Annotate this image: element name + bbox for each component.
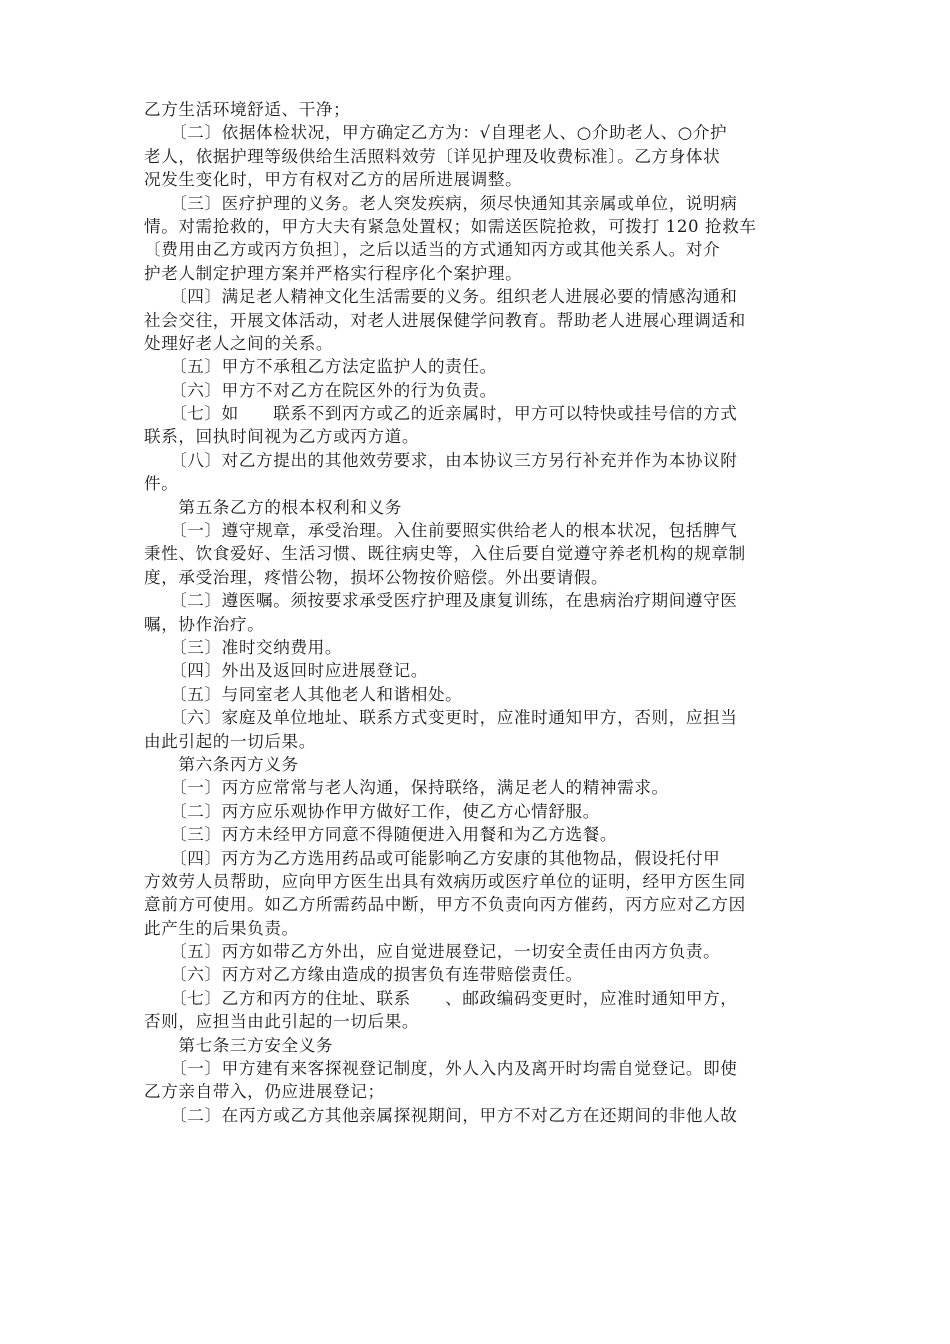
text-line: 〔二〕依据体检状况，甲方确定乙方为：√自理老人、○介助老人、○介护 [144, 123, 728, 143]
section-heading: 第六条丙方义务 [144, 754, 299, 774]
text-line: 处理好老人之间的关系。 [144, 333, 334, 353]
text-line: 〔四〕外出及返回时应进展登记。 [144, 661, 428, 681]
text-line: 〔一〕遵守规章，承受治理。入住前要照实供给老人的根本状况，包括脾气 [144, 521, 738, 541]
text-line: 联系，回执时间视为乙方或丙方道。 [144, 427, 420, 447]
text-line: 情。对需抢救的，甲方大夫有紧急处置权；如需送医院抢救，可拨打 120 抢救车 [144, 216, 757, 236]
text-line: 〔二〕丙方应乐观协作甲方做好工作，使乙方心情舒服。 [144, 801, 600, 821]
text-line: 嘱，协作治疗。 [144, 614, 265, 634]
text-line: 社会交往，开展文体活动，对老人进展保健学问教育。帮助老人进展心理调适和 [144, 310, 746, 330]
document-body [144, 98, 816, 1127]
text-line: 老人，依据护理等级供给生活照料效劳〔详见护理及收费标准〕。乙方身体状 [144, 146, 721, 166]
text-line: 〔七〕如 联系不到丙方或乙的近亲属时，甲方可以特快或挂号信的方式 [144, 404, 738, 424]
text-line: 〔六〕甲方不对乙方在院区外的行为负责。 [144, 380, 497, 400]
text-line: 〔费用由乙方或丙方负担〕，之后以适当的方式通知丙方或其他关系人。对介 [144, 240, 721, 260]
text-line: 秉性、饮食爱好、生活习惯、既往病史等，入住后要自觉遵守养老机构的规章制 [144, 544, 746, 564]
section-heading: 第五条乙方的根本权利和义务 [144, 497, 402, 517]
section-heading: 第七条三方安全义务 [144, 1035, 334, 1055]
text-line: 〔五〕丙方如带乙方外出，应自觉进展登记，一切安全责任由丙方负责。 [144, 942, 721, 962]
text-line: 〔三〕准时交纳费用。 [144, 637, 343, 657]
text-line: 护老人制定护理方案并严格实行程序化个案护理。 [144, 263, 523, 283]
text-line: 〔五〕与同室老人其他老人和谐相处。 [144, 684, 463, 704]
text-line: 乙方生活环境舒适、干净； [144, 100, 351, 119]
text-line: 度，承受治理，疼惜公物，损坏公物按价赔偿。外出要请假。 [144, 567, 609, 587]
text-line: 〔二〕在丙方或乙方其他亲属探视期间，甲方不对乙方在还期间的非他人故 [144, 1105, 738, 1125]
text-line: 此产生的后果负责。 [144, 918, 299, 938]
text-line: 〔一〕丙方应常常与老人沟通，保持联络，满足老人的精神需求。 [144, 778, 669, 798]
text-line: 否则，应担当由此引起的一切后果。 [144, 1012, 420, 1032]
text-line: 〔四〕满足老人精神文化生活需要的义务。组织老人进展必要的情感沟通和 [144, 287, 738, 307]
text-line: 方效劳人员帮助，应向甲方医生出具有效病历或医疗单位的证明，经甲方医生同 [144, 871, 746, 891]
text-line: 〔一〕甲方建有来客探视登记制度，外人入内及离开时均需自觉登记。即使 [144, 1059, 738, 1079]
text-line: 〔六〕丙方对乙方缘由造成的损害负有连带赔偿责任。 [144, 965, 583, 985]
text-line: 意前方可使用。如乙方所需药品中断，甲方不负责向丙方催药，丙方应对乙方因 [144, 895, 746, 915]
text-line: 由此引起的一切后果。 [144, 731, 316, 751]
text-line: 〔八〕对乙方提出的其他效劳要求，由本协议三方另行补充并作为本协议附 [144, 450, 738, 470]
text-line: 〔六〕家庭及单位地址、联系方式变更时，应准时通知甲方，否则，应担当 [144, 708, 738, 728]
text-line: 〔三〕丙方未经甲方同意不得随便进入用餐和为乙方选餐。 [144, 825, 618, 845]
text-line: 〔三〕医疗护理的义务。老人突发疾病，须尽快通知其亲属或单位，说明病 [144, 193, 738, 213]
text-line: 〔二〕遵医嘱。须按要求承受医疗护理及康复训练，在患病治疗期间遵守医 [144, 591, 738, 611]
text-line: 〔七〕乙方和丙方的住址、联系 、邮政编码变更时，应准时通知甲方， [144, 988, 738, 1008]
text-line: 况发生变化时，甲方有权对乙方的居所进展调整。 [144, 170, 523, 190]
text-line: 乙方亲自带入，仍应进展登记； [144, 1082, 385, 1102]
text-line: 〔五〕甲方不承租乙方法定监护人的责任。 [144, 357, 497, 377]
text-line: 〔四〕丙方为乙方选用药品或可能影响乙方安康的其他物品，假设托付甲 [144, 848, 721, 868]
text-line: 件。 [144, 474, 179, 494]
